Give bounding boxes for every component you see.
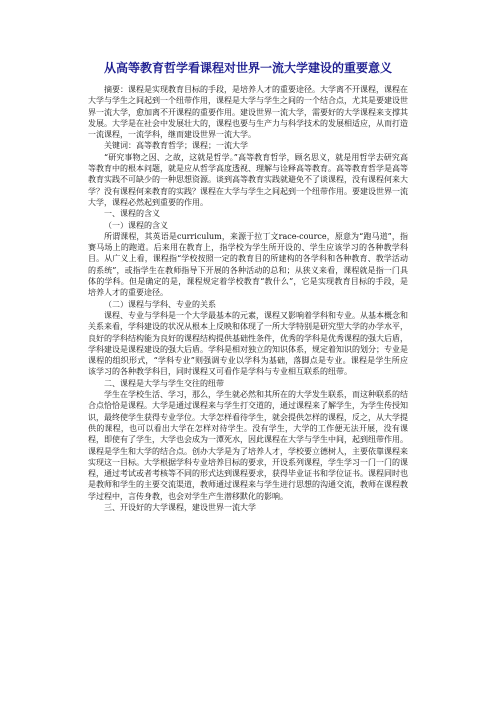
section-heading: （一）课程的含义 <box>104 220 168 230</box>
paragraph: 课程、专业与学科是一个大学最基本的元素，课程又影响着学科和专业。从基本概念和关系来看，学科建设的状况从根本上反映和体现了一所大学特别是研究型大学的办学水平，良好的学科结构能为良好的课程结构提供基础性条件，优秀的学科是优秀课程的强大后盾，学科建设是课程建设的强大后盾。学科是相对独立的知识体系，规定着知识的划分；专业是课程的组织形式，“学科专业”则强调专业以学科为基础，落脚点是专业。课程是学生所应该学习的各种教学科目，同时课程又可看作是学科与专业相互联系的纽带。 <box>88 310 408 377</box>
section-heading: （二）课程与学科、专业的关系 <box>104 299 216 309</box>
section-heading: 三、开设好的大学课程，建设世界一流大学 <box>104 502 256 512</box>
document-title: 从高等教育哲学看课程对世界一流大学建设的重要意义 <box>103 61 392 75</box>
paragraph: 摘要：课程是实现教育目标的手段，是培养人才的重要途径。大学离不开课程，课程在大学与学生之间起到一个纽带作用，课程是大学与学生之间的一个结合点，尤其是要建设世界一流大学，愈加离不开课程的重要作用。建设世界一流大学，需要好的大学课程来支撑其发展。大学是在社会中发展壮大的，课程也要与生产力与科学技术的发展相适应，从而打造一流课程，一流学科，继而建设世界一流大学。 <box>88 85 408 140</box>
section-heading: 二、课程是大学与学生交往的纽带 <box>104 378 224 388</box>
document-page <box>88 60 408 513</box>
paragraph: 关键词：高等教育哲学；课程；一流大学 <box>104 141 248 151</box>
paragraph: 课程是学生和大学的结合点。创办大学是为了培养人才，学校要立德树人，主要依靠课程来实现这一目标。大学根据学科专业培养目标的要求，开设系列课程，学生学习一门一门的课程，通过考试或者考核等不同的形式达到课程要求，获得毕业证书和学位证书。课程同时也是教师和学生的主要交流渠道，教师通过课程来与学生进行思想的沟通交流，教师在课程教学过程中，言传身教，也会对学生产生潜移默化的影响。 <box>88 446 408 501</box>
paragraph: 学生在学校生活、学习，那么，学生就必然和其所在的大学发生联系，而这种联系的结合点恰恰是课程。大学是通过课程来与学生打交道的，通过课程来了解学生，为学生传授知识，最终使学生获得专业学位。大学怎样看待学生，就会提供怎样的课程，反之，从大学提供的课程，也可以看出大学在怎样对待学生。没有学生，大学的工作便无法开展，没有课程，即使有了学生，大学也会成为一潭死水，因此课程在大学与学生中间，起到纽带作用。 <box>88 390 408 445</box>
section-heading: 一、课程的含义 <box>104 209 160 219</box>
document-body <box>88 84 408 513</box>
paragraph: 所谓课程，其英语是curriculum，来源于拉丁文race-cource，原意为“跑马道”，指赛马场上的跑道。后来用在教育上，指学校为学生所开设的、学生应该学习的各种教学科目。从广义上看，课程指“学校按照一定的教育目的所建构的各学科和各种教育、教学活动的系统”，或指学生在教师指导下开展的各种活动的总和；从狭义来看，课程就是指一门具体的学科。但是确定的是，课程规定着学校教育“教什么”，它是实现教育目标的手段，是培养人才的重要途径。 <box>88 231 408 298</box>
paragraph: “研究事物之因、之故，这就是哲学。”高等教育哲学，顾名思义，就是用哲学去研究高等教育中的根本问题，就是应从哲学高度透视、理解与诠释高等教育。高等教育哲学是高等教育实践不可缺少的一种思想资源。谈到高等教育实践就避免不了谈课程，没有课程何来大学？没有课程何来教育的实践？课程在大学与学生之间起到一个纽带作用。要建设世界一流大学，课程必然起到重要的作用。 <box>88 152 408 207</box>
